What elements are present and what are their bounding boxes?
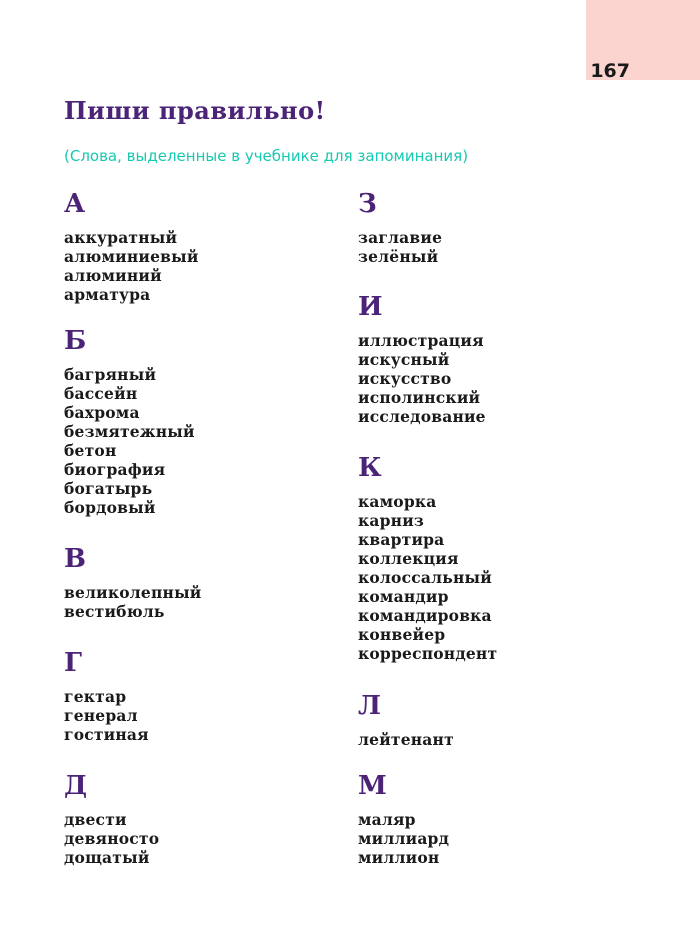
letter-group-z xyxy=(358,190,658,266)
letter-heading: Д xyxy=(64,771,88,801)
word-item: бордовый xyxy=(64,498,156,517)
word-item: алюминий xyxy=(64,266,162,285)
word-list xyxy=(64,687,364,744)
word-item: командировка xyxy=(358,606,492,625)
word-item: вестибюль xyxy=(64,602,165,621)
letter-group-m xyxy=(358,772,658,867)
letter-group-l xyxy=(358,692,658,749)
word-item: искусный xyxy=(358,350,450,369)
letter-group-d xyxy=(64,772,364,867)
word-item: генерал xyxy=(64,706,138,725)
word-list xyxy=(64,365,364,517)
word-item: конвейер xyxy=(358,625,446,644)
word-item: корреспондент xyxy=(358,644,498,663)
word-item: коллекция xyxy=(358,549,459,568)
letter-group-b xyxy=(64,327,364,517)
letter-heading: Г xyxy=(64,648,82,678)
word-item: великолепный xyxy=(64,583,202,602)
word-item: аккуратный xyxy=(64,228,178,247)
letter-heading: И xyxy=(358,292,383,322)
word-item: арматура xyxy=(64,285,151,304)
letter-heading: Б xyxy=(64,326,87,356)
letter-heading: Л xyxy=(358,691,381,721)
page-number: 167 xyxy=(590,60,630,82)
word-item: карниз xyxy=(358,511,425,530)
word-item: квартира xyxy=(358,530,445,549)
word-item: маляр xyxy=(358,810,416,829)
word-item: богатырь xyxy=(64,479,153,498)
word-item: двести xyxy=(64,810,127,829)
word-item: колоссальный xyxy=(358,568,492,587)
word-item: исследование xyxy=(358,407,486,426)
letter-group-a xyxy=(64,190,364,304)
word-list xyxy=(64,228,364,304)
word-item: биография xyxy=(64,460,166,479)
word-list xyxy=(358,492,658,663)
word-list xyxy=(358,810,658,867)
word-list xyxy=(358,228,658,266)
word-item: каморка xyxy=(358,492,437,511)
word-item: дощатый xyxy=(64,848,150,867)
letter-heading: З xyxy=(358,189,377,219)
word-item: безмятежный xyxy=(64,422,195,441)
word-item: бахрома xyxy=(64,403,140,422)
word-list xyxy=(358,730,658,749)
word-item: бетон xyxy=(64,441,117,460)
letter-heading: К xyxy=(358,453,382,483)
word-item: багряный xyxy=(64,365,157,384)
letter-group-i xyxy=(358,293,658,426)
word-item: гостиная xyxy=(64,725,149,744)
letter-heading: А xyxy=(64,189,86,219)
word-item: командир xyxy=(358,587,449,606)
word-item: миллион xyxy=(358,848,440,867)
word-item: зелёный xyxy=(358,247,439,266)
word-item: девяносто xyxy=(64,829,160,848)
word-list xyxy=(64,583,364,621)
word-item: исполинский xyxy=(358,388,481,407)
word-item: искусство xyxy=(358,369,452,388)
word-item: гектар xyxy=(64,687,127,706)
page-title: Пиши правильно! xyxy=(64,96,326,125)
letter-group-k xyxy=(358,454,658,663)
letter-heading: М xyxy=(358,771,387,801)
word-item: иллюстрация xyxy=(358,331,484,350)
word-item: заглавие xyxy=(358,228,443,247)
word-item: лейтенант xyxy=(358,730,454,749)
word-item: алюминиевый xyxy=(64,247,199,266)
word-list xyxy=(358,331,658,426)
letter-group-v xyxy=(64,545,364,621)
word-item: бассейн xyxy=(64,384,138,403)
word-item: миллиард xyxy=(358,829,450,848)
word-list xyxy=(64,810,364,867)
letter-heading: В xyxy=(64,544,86,574)
letter-group-g xyxy=(64,649,364,744)
page-subtitle: (Слова, выделенные в учебнике для запоминания) xyxy=(64,147,469,165)
